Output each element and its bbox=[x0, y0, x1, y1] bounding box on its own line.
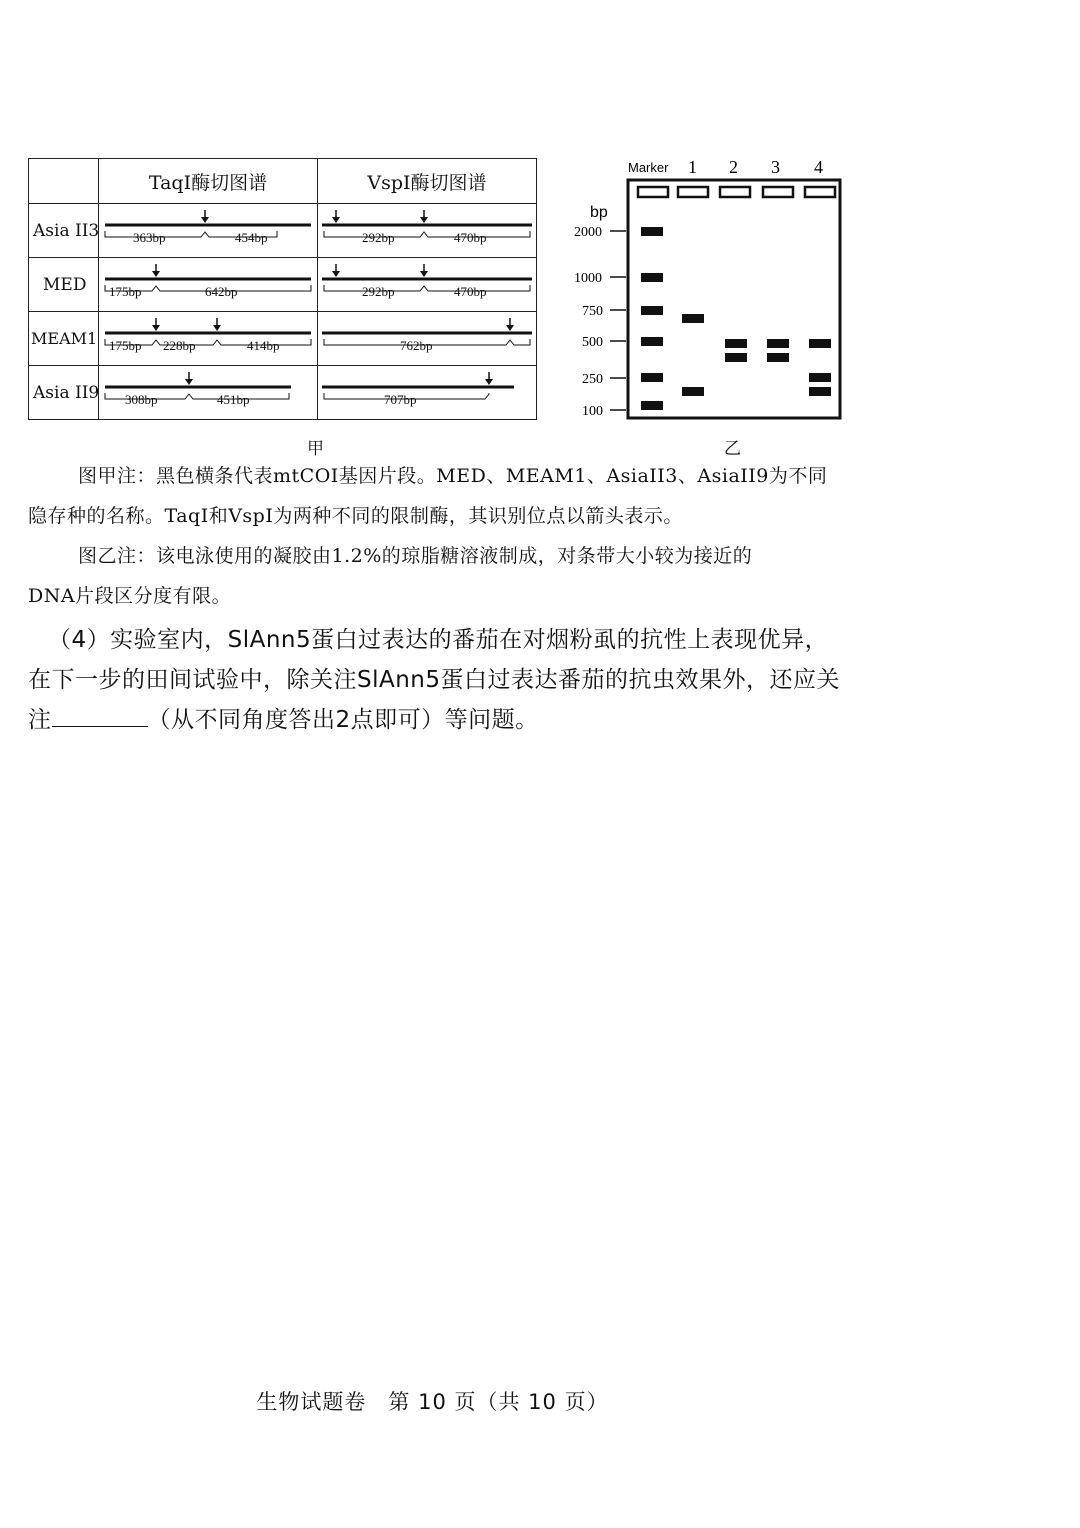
fragment-label: 175bp bbox=[109, 338, 142, 353]
figure-yi-caption: 乙 bbox=[724, 439, 741, 459]
gel-band bbox=[809, 373, 831, 382]
fragment-label: 470bp bbox=[454, 230, 487, 245]
gel-band bbox=[641, 306, 663, 315]
vsp-map bbox=[318, 258, 537, 312]
well bbox=[763, 187, 793, 197]
gel-frame bbox=[628, 180, 840, 418]
well bbox=[678, 187, 708, 197]
fragment-label: 228bp bbox=[163, 338, 196, 353]
gel-band bbox=[641, 337, 663, 346]
fragment-label: 470bp bbox=[454, 284, 487, 299]
gel-band bbox=[809, 387, 831, 396]
gel-band bbox=[725, 339, 747, 348]
note-yi-line1: 图乙注：该电泳使用的凝胶由1.2%的琼脂糖溶液制成，对条带大小较为接近的 bbox=[78, 545, 753, 567]
gel-band bbox=[682, 314, 704, 323]
vsp-map bbox=[318, 366, 537, 420]
gel-band bbox=[641, 401, 663, 410]
table-row bbox=[29, 312, 537, 366]
fragment-label: 414bp bbox=[247, 338, 280, 353]
fragment-label: 292bp bbox=[362, 284, 395, 299]
species-name: MED bbox=[29, 258, 99, 312]
table-row bbox=[29, 204, 537, 258]
bp-unit-label: bp bbox=[590, 204, 608, 221]
fragment-label: 642bp bbox=[205, 284, 238, 299]
marker-tick-label: 100 bbox=[582, 404, 603, 419]
lane-label: 2 bbox=[729, 157, 738, 177]
marker-tick-label: 1000 bbox=[574, 271, 602, 286]
lane-label: 3 bbox=[771, 157, 780, 177]
vsp-map bbox=[318, 204, 537, 258]
species-name: MEAM1 bbox=[29, 312, 99, 366]
gel-band bbox=[682, 387, 704, 396]
gel-band bbox=[767, 353, 789, 362]
vsp-map bbox=[318, 312, 537, 366]
fragment-label: 707bp bbox=[384, 392, 417, 407]
well bbox=[805, 187, 835, 197]
taq-map bbox=[99, 366, 318, 420]
marker-tick-label: 500 bbox=[582, 335, 603, 350]
taq-map bbox=[99, 312, 318, 366]
gel-band bbox=[725, 353, 747, 362]
figure-jia-caption: 甲 bbox=[307, 439, 324, 459]
restriction-map-table bbox=[28, 158, 536, 418]
question-4 bbox=[28, 620, 858, 740]
gel-band bbox=[767, 339, 789, 348]
answer-blank[interactable] bbox=[52, 704, 148, 727]
fragment-label: 308bp bbox=[125, 392, 158, 407]
vsp-header: VspⅠ酶切图谱 bbox=[318, 159, 537, 204]
lane-label: 4 bbox=[814, 157, 823, 177]
marker-tick-label: 2000 bbox=[574, 225, 602, 240]
question-line3 bbox=[28, 700, 858, 740]
fragment-label: 454bp bbox=[235, 230, 268, 245]
fragment-label: 363bp bbox=[133, 230, 166, 245]
species-name: Asia II9 bbox=[29, 366, 99, 420]
note-jia-line2: 隐存种的名称。TaqⅠ和VspⅠ为两种不同的限制酶，其识别位点以箭头表示。 bbox=[28, 505, 683, 527]
note-yi-line2: DNA片段区分度有限。 bbox=[28, 585, 232, 607]
table-row bbox=[29, 258, 537, 312]
fragment-label: 175bp bbox=[109, 284, 142, 299]
question-line1: （4）实验室内，SlAnn5蛋白过表达的番茄在对烟粉虱的抗性上表现优异， bbox=[48, 627, 829, 653]
question-line3-end: （从不同角度答出2点即可）等问题。 bbox=[147, 707, 539, 733]
taq-map bbox=[99, 204, 318, 258]
gel-band bbox=[809, 339, 831, 348]
gel-band bbox=[641, 227, 663, 236]
gel-electrophoresis-figure bbox=[570, 150, 860, 430]
species-name: Asia II3 bbox=[29, 204, 99, 258]
taq-map bbox=[99, 258, 318, 312]
marker-tick-label: 750 bbox=[582, 304, 603, 319]
lane-label: 1 bbox=[688, 157, 697, 177]
gel-band bbox=[641, 273, 663, 282]
well bbox=[720, 187, 750, 197]
marker-tick-label: 250 bbox=[582, 372, 603, 387]
question-line3-start: 注 bbox=[28, 707, 52, 733]
well bbox=[638, 187, 668, 197]
table-row bbox=[29, 366, 537, 420]
note-jia-line1: 图甲注：黑色横条代表mtCOI基因片段。MED、MEAM1、AsiaII3、AsiaII9为不同 bbox=[78, 465, 828, 487]
fragment-label: 762bp bbox=[400, 338, 433, 353]
gel-band bbox=[641, 373, 663, 382]
question-line2: 在下一步的田间试验中，除关注SlAnn5蛋白过表达番茄的抗虫效果外，还应关 bbox=[28, 667, 841, 693]
table-corner-cell bbox=[29, 159, 99, 204]
lane-label-marker: Marker bbox=[628, 160, 669, 175]
fragment-label: 292bp bbox=[362, 230, 395, 245]
figure-notes bbox=[28, 456, 858, 616]
taq-header: TaqⅠ酶切图谱 bbox=[99, 159, 318, 204]
fragment-label: 451bp bbox=[217, 392, 250, 407]
page-footer: 生物试题卷 第 10 页（共 10 页） bbox=[256, 1390, 609, 1414]
